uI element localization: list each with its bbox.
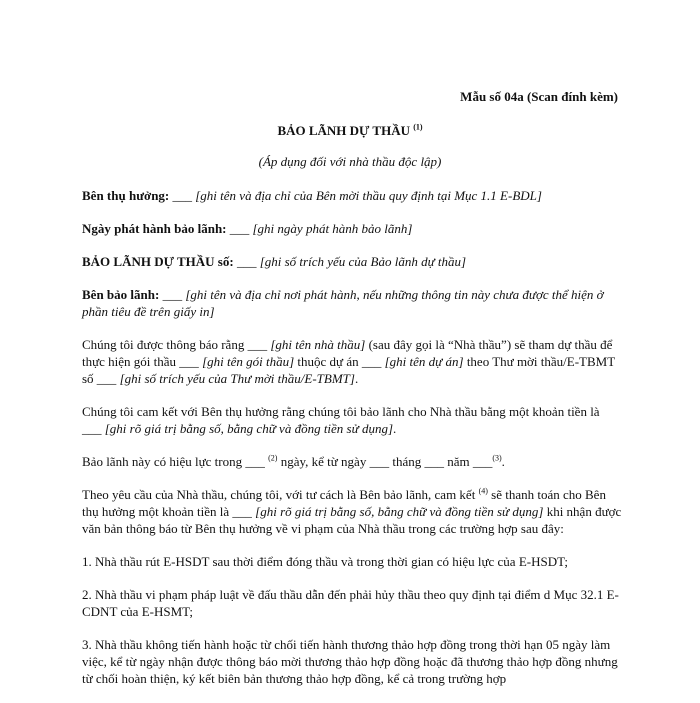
footnote-2: (2) (268, 453, 278, 463)
list-item-3: 3. Nhà thầu không tiến hành hoặc từ chối tiến hành thương thảo hợp đồng trong thời hạn 05 ngày làm việc, kể từ ngày nhận được thông báo mời thương thảo hợp đồng hoặc đã thương thảo hợp đồng nhưng từ chối hoàn thiện, ký kết biên bản thương thảo hợp đồng, kể cả trong trường hợp (82, 637, 618, 686)
title-text: BẢO LÃNH DỰ THẦU (277, 123, 410, 138)
list-item-1: 1. Nhà thầu rút E-HSDT sau thời điểm đóng thầu và trong thời gian có hiệu lực của E-HSDT; (82, 554, 568, 569)
notice-text-1: Chúng tôi được thông báo rằng ___ (82, 337, 271, 352)
paragraph-commitment (82, 403, 622, 437)
notice-placeholder-invitation: [ghi số trích yếu của Thư mời thầu/E-TBMT] (119, 371, 355, 386)
footnote-4: (4) (478, 486, 488, 496)
form-code: Mẫu số 04a (Scan đính kèm) (460, 89, 618, 104)
notice-placeholder-project: [ghi tên dự án] (384, 354, 464, 369)
notice-text-5: . (354, 371, 359, 386)
title-footnote: (1) (413, 122, 423, 132)
bid-bond-number-value: ___ [ghi số trích yếu của Bảo lãnh dự thầu] (233, 254, 467, 269)
notice-text-2: (sau đây gọi là “Nhà thầu”) sẽ tham dự thầu để thực hiện gói thầu ___ (82, 337, 613, 369)
document-body (82, 187, 622, 703)
beneficiary-value: ___ [ghi tên và địa chỉ của Bên mời thầu quy định tại Mục 1.1 E-BDL] (169, 188, 542, 203)
issue-date-field (82, 220, 622, 237)
payment-text-3: khi nhận được văn bản thông báo từ Bên thụ hưởng về vi phạm của Nhà thầu trong các trường hợp sau đây: (82, 504, 622, 536)
footnote-3: (3) (492, 453, 502, 463)
guarantor-value: ___ [ghi tên và địa chỉ nơi phát hành, nếu những thông tin này chưa được thể hiện ở phần tiêu đề trên giấy in] (82, 287, 604, 319)
commitment-placeholder-amount: [ghi rõ giá trị bằng số, bằng chữ và đồng tiền sử dụng] (104, 421, 394, 436)
payment-text-2: sẽ thanh toán cho Bên thụ hưởng một khoản tiền là ___ (82, 487, 606, 519)
notice-placeholder-package: [ghi tên gói thầu] (202, 354, 295, 369)
paragraph-payment (82, 486, 622, 537)
commitment-text-1: Chúng tôi cam kết với Bên thụ hưởng rằng chúng tôi bảo lãnh cho Nhà thầu bằng một khoản tiền là ___ (82, 404, 600, 436)
validity-text-3: . (501, 454, 505, 469)
paragraph-notice (82, 336, 622, 387)
document-title (0, 123, 700, 139)
notice-text-4: theo Thư mời thầu/E-TBMT số ___ (82, 354, 615, 386)
validity-text-2: ngày, kể từ ngày ___ tháng ___ năm ___ (277, 454, 493, 469)
guarantor-label: Bên bảo lãnh: (82, 287, 160, 302)
list-item-2: 2. Nhà thầu vi phạm pháp luật về đấu thầu dẫn đến phải hủy thầu theo quy định tại điểm d Mục 32.1 E-CDNT của E-HSMT; (82, 587, 619, 619)
notice-placeholder-contractor: [ghi tên nhà thầu] (270, 337, 366, 352)
validity-text-1: Bảo lãnh này có hiệu lực trong ___ (82, 454, 269, 469)
beneficiary-field (82, 187, 622, 204)
paragraph-validity (82, 453, 622, 470)
document-subtitle: (Áp dụng đối với nhà thầu độc lập) (258, 154, 442, 169)
bid-bond-number-field (82, 253, 622, 270)
commitment-text-2: . (393, 421, 397, 436)
notice-text-3: thuộc dự án ___ (294, 354, 385, 369)
issue-date-label: Ngày phát hành bảo lãnh: (82, 221, 227, 236)
beneficiary-label: Bên thụ hưởng: (82, 188, 170, 203)
payment-placeholder-amount: [ghi rõ giá trị bằng số, bằng chữ và đồng tiền sử dụng] (255, 504, 544, 519)
bid-bond-number-label: BẢO LÃNH DỰ THẦU số: (82, 254, 234, 269)
issue-date-value: ___ [ghi ngày phát hành bảo lãnh] (226, 221, 413, 236)
guarantor-field (82, 286, 622, 320)
payment-text-1: Theo yêu cầu của Nhà thầu, chúng tôi, với tư cách là Bên bảo lãnh, cam kết (82, 487, 479, 502)
